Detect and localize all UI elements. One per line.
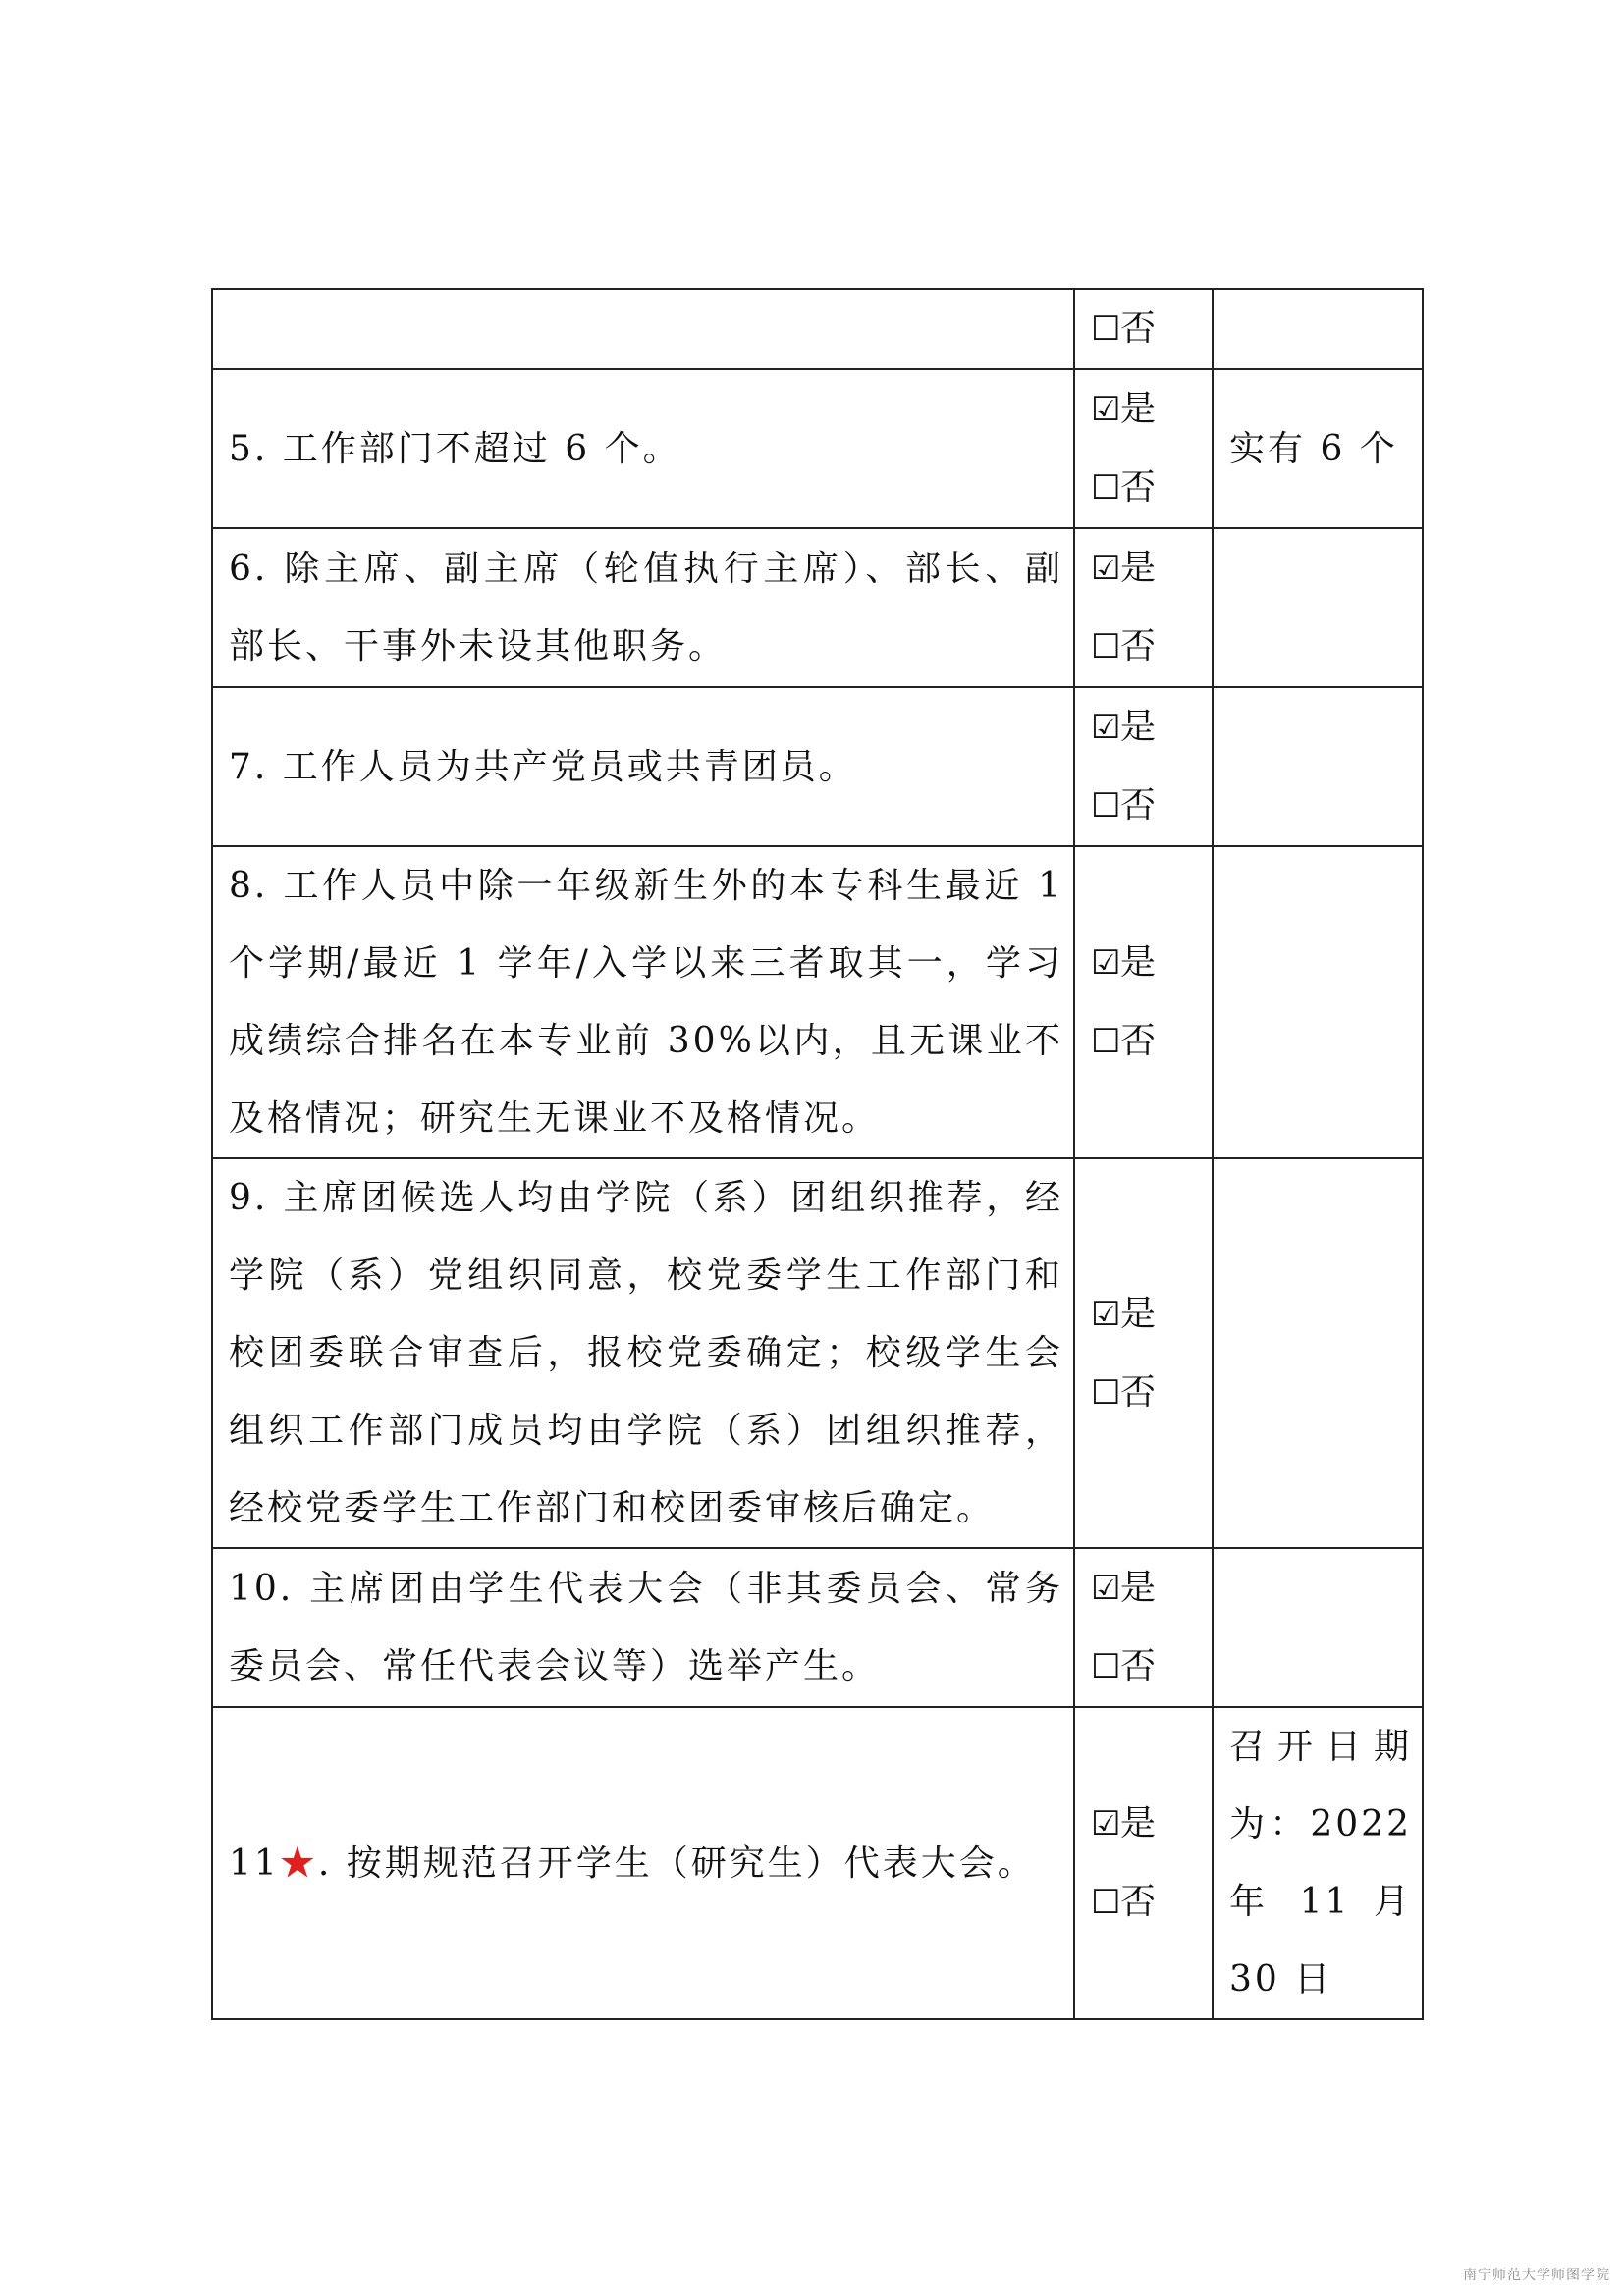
item-number: 11 [229, 1842, 280, 1884]
watermark: 南宁师范大学师图学院 [1463, 2268, 1610, 2283]
checkbox-checked-icon: ☑ [1091, 1294, 1124, 1334]
option-cell [1074, 369, 1213, 528]
option-no[interactable]: ☐否 [1091, 1628, 1202, 1706]
note-cell [1213, 687, 1423, 846]
item-text: 6. 除主席、副主席（轮值执行主席）、部长、副部长、干事外未设其他职务。 [212, 528, 1074, 687]
note-cell: 召开日期为：2022 年 11 月 30 日 [1213, 1707, 1423, 2019]
option-no[interactable]: ☐否 [1091, 290, 1202, 368]
table-row [212, 289, 1423, 369]
table-row [212, 528, 1423, 687]
checkbox-unchecked-icon: ☐ [1091, 1022, 1124, 1061]
checkbox-checked-icon: ☑ [1091, 1569, 1124, 1608]
note-cell [1213, 289, 1423, 369]
note-cell [1213, 846, 1423, 1158]
note-cell: 实有 6 个 [1213, 369, 1423, 528]
option-yes[interactable]: ☑是 [1091, 688, 1202, 767]
table-row [212, 1158, 1423, 1548]
option-no[interactable]: ☐否 [1091, 1354, 1202, 1432]
table-row [212, 369, 1423, 528]
table-row [212, 687, 1423, 846]
option-cell [1074, 289, 1213, 369]
item-text: 7. 工作人员为共产党员或共青团员。 [212, 687, 1074, 846]
table-row [212, 846, 1423, 1158]
table-row [212, 1707, 1423, 2019]
item-text [212, 1707, 1074, 2019]
table-row [212, 1548, 1423, 1707]
option-no[interactable]: ☐否 [1091, 767, 1202, 845]
option-yes[interactable]: ☑是 [1091, 370, 1202, 449]
item-text: 5. 工作部门不超过 6 个。 [212, 369, 1074, 528]
checkbox-unchecked-icon: ☐ [1091, 786, 1124, 826]
star-icon: ★ [279, 1842, 318, 1884]
option-yes[interactable]: ☑是 [1091, 924, 1202, 1002]
checkbox-unchecked-icon: ☐ [1091, 309, 1124, 348]
item-text-body: . 按期规范召开学生（研究生）代表大会。 [317, 1842, 1036, 1884]
checkbox-checked-icon: ☑ [1091, 1804, 1124, 1843]
option-cell [1074, 1707, 1213, 2019]
checkbox-unchecked-icon: ☐ [1091, 468, 1124, 507]
checkbox-checked-icon: ☑ [1091, 943, 1124, 983]
option-no[interactable]: ☐否 [1091, 608, 1202, 686]
option-cell [1074, 687, 1213, 846]
item-text: 8. 工作人员中除一年级新生外的本专科生最近 1 个学期/最近 1 学年/入学以来三者取其一，学习成绩综合排名在本专业前 30%以内，且无课业不及格情况；研究生无课业不及格情况。 [212, 846, 1074, 1158]
checkbox-checked-icon: ☑ [1091, 708, 1124, 747]
option-cell [1074, 1548, 1213, 1707]
item-text: 10. 主席团由学生代表大会（非其委员会、常务委员会、常任代表会议等）选举产生。 [212, 1548, 1074, 1707]
note-cell [1213, 1158, 1423, 1548]
checkbox-unchecked-icon: ☐ [1091, 1372, 1124, 1413]
checkbox-unchecked-icon: ☐ [1091, 1883, 1124, 1922]
option-yes[interactable]: ☑是 [1091, 1549, 1202, 1628]
option-no[interactable]: ☐否 [1091, 1863, 1202, 1942]
option-no[interactable]: ☐否 [1091, 449, 1202, 527]
item-text: 9. 主席团候选人均由学院（系）团组织推荐，经学院（系）党组织同意，校党委学生工作部门和校团委联合审查后，报校党委确定；校级学生会组织工作部门成员均由学院（系）团组织推荐，经校党委学生工作部门和校团委审核后确定。 [212, 1158, 1074, 1548]
option-yes[interactable]: ☑是 [1091, 529, 1202, 608]
option-cell [1074, 528, 1213, 687]
note-cell [1213, 528, 1423, 687]
checkbox-unchecked-icon: ☐ [1091, 627, 1124, 667]
note-cell [1213, 1548, 1423, 1707]
option-cell [1074, 1158, 1213, 1548]
checklist-table [211, 288, 1424, 2020]
checkbox-unchecked-icon: ☐ [1091, 1647, 1124, 1686]
option-yes[interactable]: ☑是 [1091, 1275, 1202, 1354]
checkbox-checked-icon: ☑ [1091, 390, 1124, 429]
item-text [212, 289, 1074, 369]
option-no[interactable]: ☐否 [1091, 1002, 1202, 1081]
option-yes[interactable]: ☑是 [1091, 1785, 1202, 1863]
checkbox-checked-icon: ☑ [1091, 549, 1124, 588]
option-cell [1074, 846, 1213, 1158]
